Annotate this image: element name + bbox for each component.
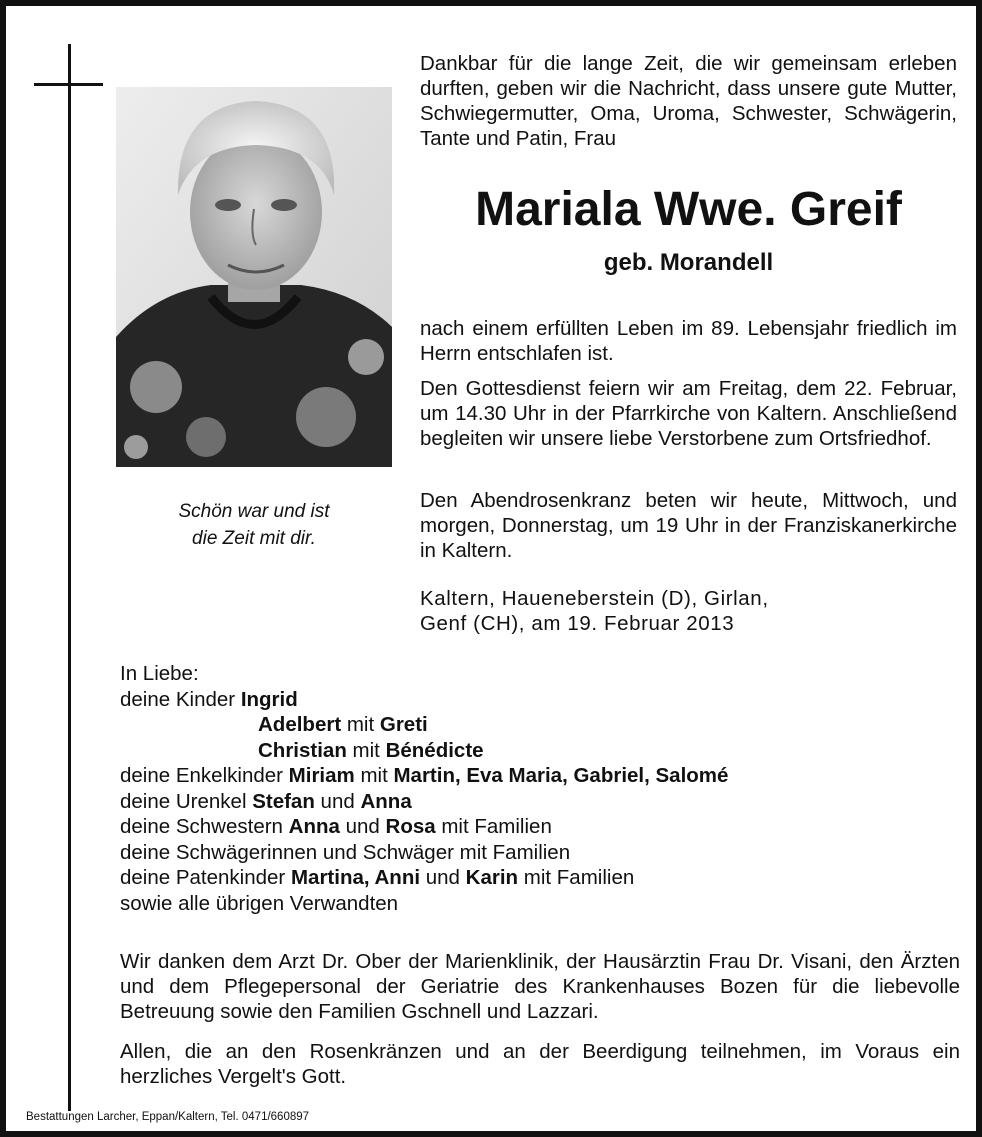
- child-name: Christian: [258, 738, 347, 762]
- mourners-in-laws: deine Schwägerinnen und Schwäger mit Familien: [120, 840, 571, 864]
- suffix: mit Familien: [518, 866, 635, 889]
- mourners-grandchildren: [120, 763, 960, 789]
- label: deine Kinder: [120, 687, 241, 711]
- connector: mit: [354, 764, 394, 787]
- label: deine Enkelkinder: [120, 764, 289, 787]
- maiden-name: geb. Morandell: [603, 249, 774, 276]
- child-name: Adelbert: [258, 713, 342, 736]
- undertaker-credit: Bestattungen Larcher, Eppan/Kaltern, Tel. 0471/660897: [26, 1111, 310, 1123]
- partner-name: Greti: [379, 713, 428, 736]
- mourners-list: [120, 661, 960, 916]
- sister-name: Anna: [288, 815, 340, 838]
- mourners-children: [120, 738, 960, 764]
- connector: mit: [341, 713, 380, 736]
- thanks-text: Wir danken dem Arzt Dr. Ober der Marienklinik, der Hausärztin Frau Dr. Visani, den Ärzten und dem Pflegepersonal der Geriatrie des Krankenhauses Bozen für die liebevolle Betreuung sowie den Familien Gschnell und Lazzari.: [120, 950, 960, 1023]
- intro-text: Dankbar für die lange Zeit, die wir gemeinsam erleben durften, geben wir die Nachricht, dass unsere gute Mutter, Schwiegermutter, Oma, Uroma, Schwester, Schwägerin, Tante und Patin, Frau: [420, 52, 957, 150]
- place-date-line: Kaltern, Haueneberstein (D), Girlan,: [420, 587, 769, 610]
- mourners-great-grandchildren: [120, 789, 960, 815]
- suffix: mit Familien: [435, 815, 552, 838]
- place-date-line: Genf (CH), am 19. Februar 2013: [420, 612, 735, 635]
- deceased-name: Mariala Wwe. Greif: [475, 183, 902, 236]
- child-name: Ingrid: [240, 687, 298, 711]
- label: deine Patenkinder: [120, 866, 291, 889]
- funeral-service-text: Den Gottesdienst feiern wir am Freitag, dem 22. Februar, um 14.30 Uhr in der Pfarrkirche von Kaltern. Anschließend begleiten wir unsere liebe Verstorbene zum Ortsfriedhof.: [420, 377, 957, 450]
- place-date: [420, 586, 957, 636]
- great-grandchild-name: Anna: [360, 789, 412, 813]
- mourners-sisters: [120, 814, 960, 840]
- godchild-names: Martina, Anni: [290, 866, 421, 889]
- mourners-godchildren: [120, 865, 960, 891]
- label: deine Urenkel: [120, 789, 253, 813]
- grandchild-names: Martin, Eva Maria, Gabriel, Salomé: [393, 764, 729, 787]
- connector: mit: [346, 738, 386, 762]
- great-grandchild-name: Stefan: [252, 789, 315, 813]
- rosary-text: Den Abendrosenkranz beten wir heute, Mittwoch, und morgen, Donnerstag, um 19 Uhr in der Franziskanerkirche in Kaltern.: [420, 489, 957, 562]
- connector: und: [420, 866, 466, 889]
- partner-name: Bénédicte: [385, 738, 484, 762]
- godchild-name: Karin: [465, 866, 519, 889]
- grandchild-name: Miriam: [288, 764, 355, 787]
- label: deine Schwestern: [120, 815, 289, 838]
- connector: und: [314, 789, 361, 813]
- sister-name: Rosa: [385, 815, 436, 838]
- mourners-relatives: sowie alle übrigen Verwandten: [120, 891, 399, 915]
- motto: [116, 498, 392, 552]
- motto-line: die Zeit mit dir.: [192, 528, 316, 549]
- cross-icon-bar: [34, 83, 103, 86]
- mourners-children: [120, 687, 960, 713]
- mourners-heading: In Liebe:: [120, 662, 199, 685]
- connector: und: [339, 815, 386, 838]
- motto-line: Schön war und ist: [178, 501, 330, 522]
- mourners-children: [120, 712, 960, 738]
- portrait-photo: [116, 87, 392, 467]
- thanks-closing: Allen, die an den Rosenkränzen und an der Beerdigung teilnehmen, im Voraus ein herzliches Vergelt's Gott.: [120, 1040, 960, 1088]
- cross-icon: [68, 44, 71, 1111]
- death-text: nach einem erfüllten Leben im 89. Lebensjahr friedlich im Herrn entschlafen ist.: [420, 317, 957, 365]
